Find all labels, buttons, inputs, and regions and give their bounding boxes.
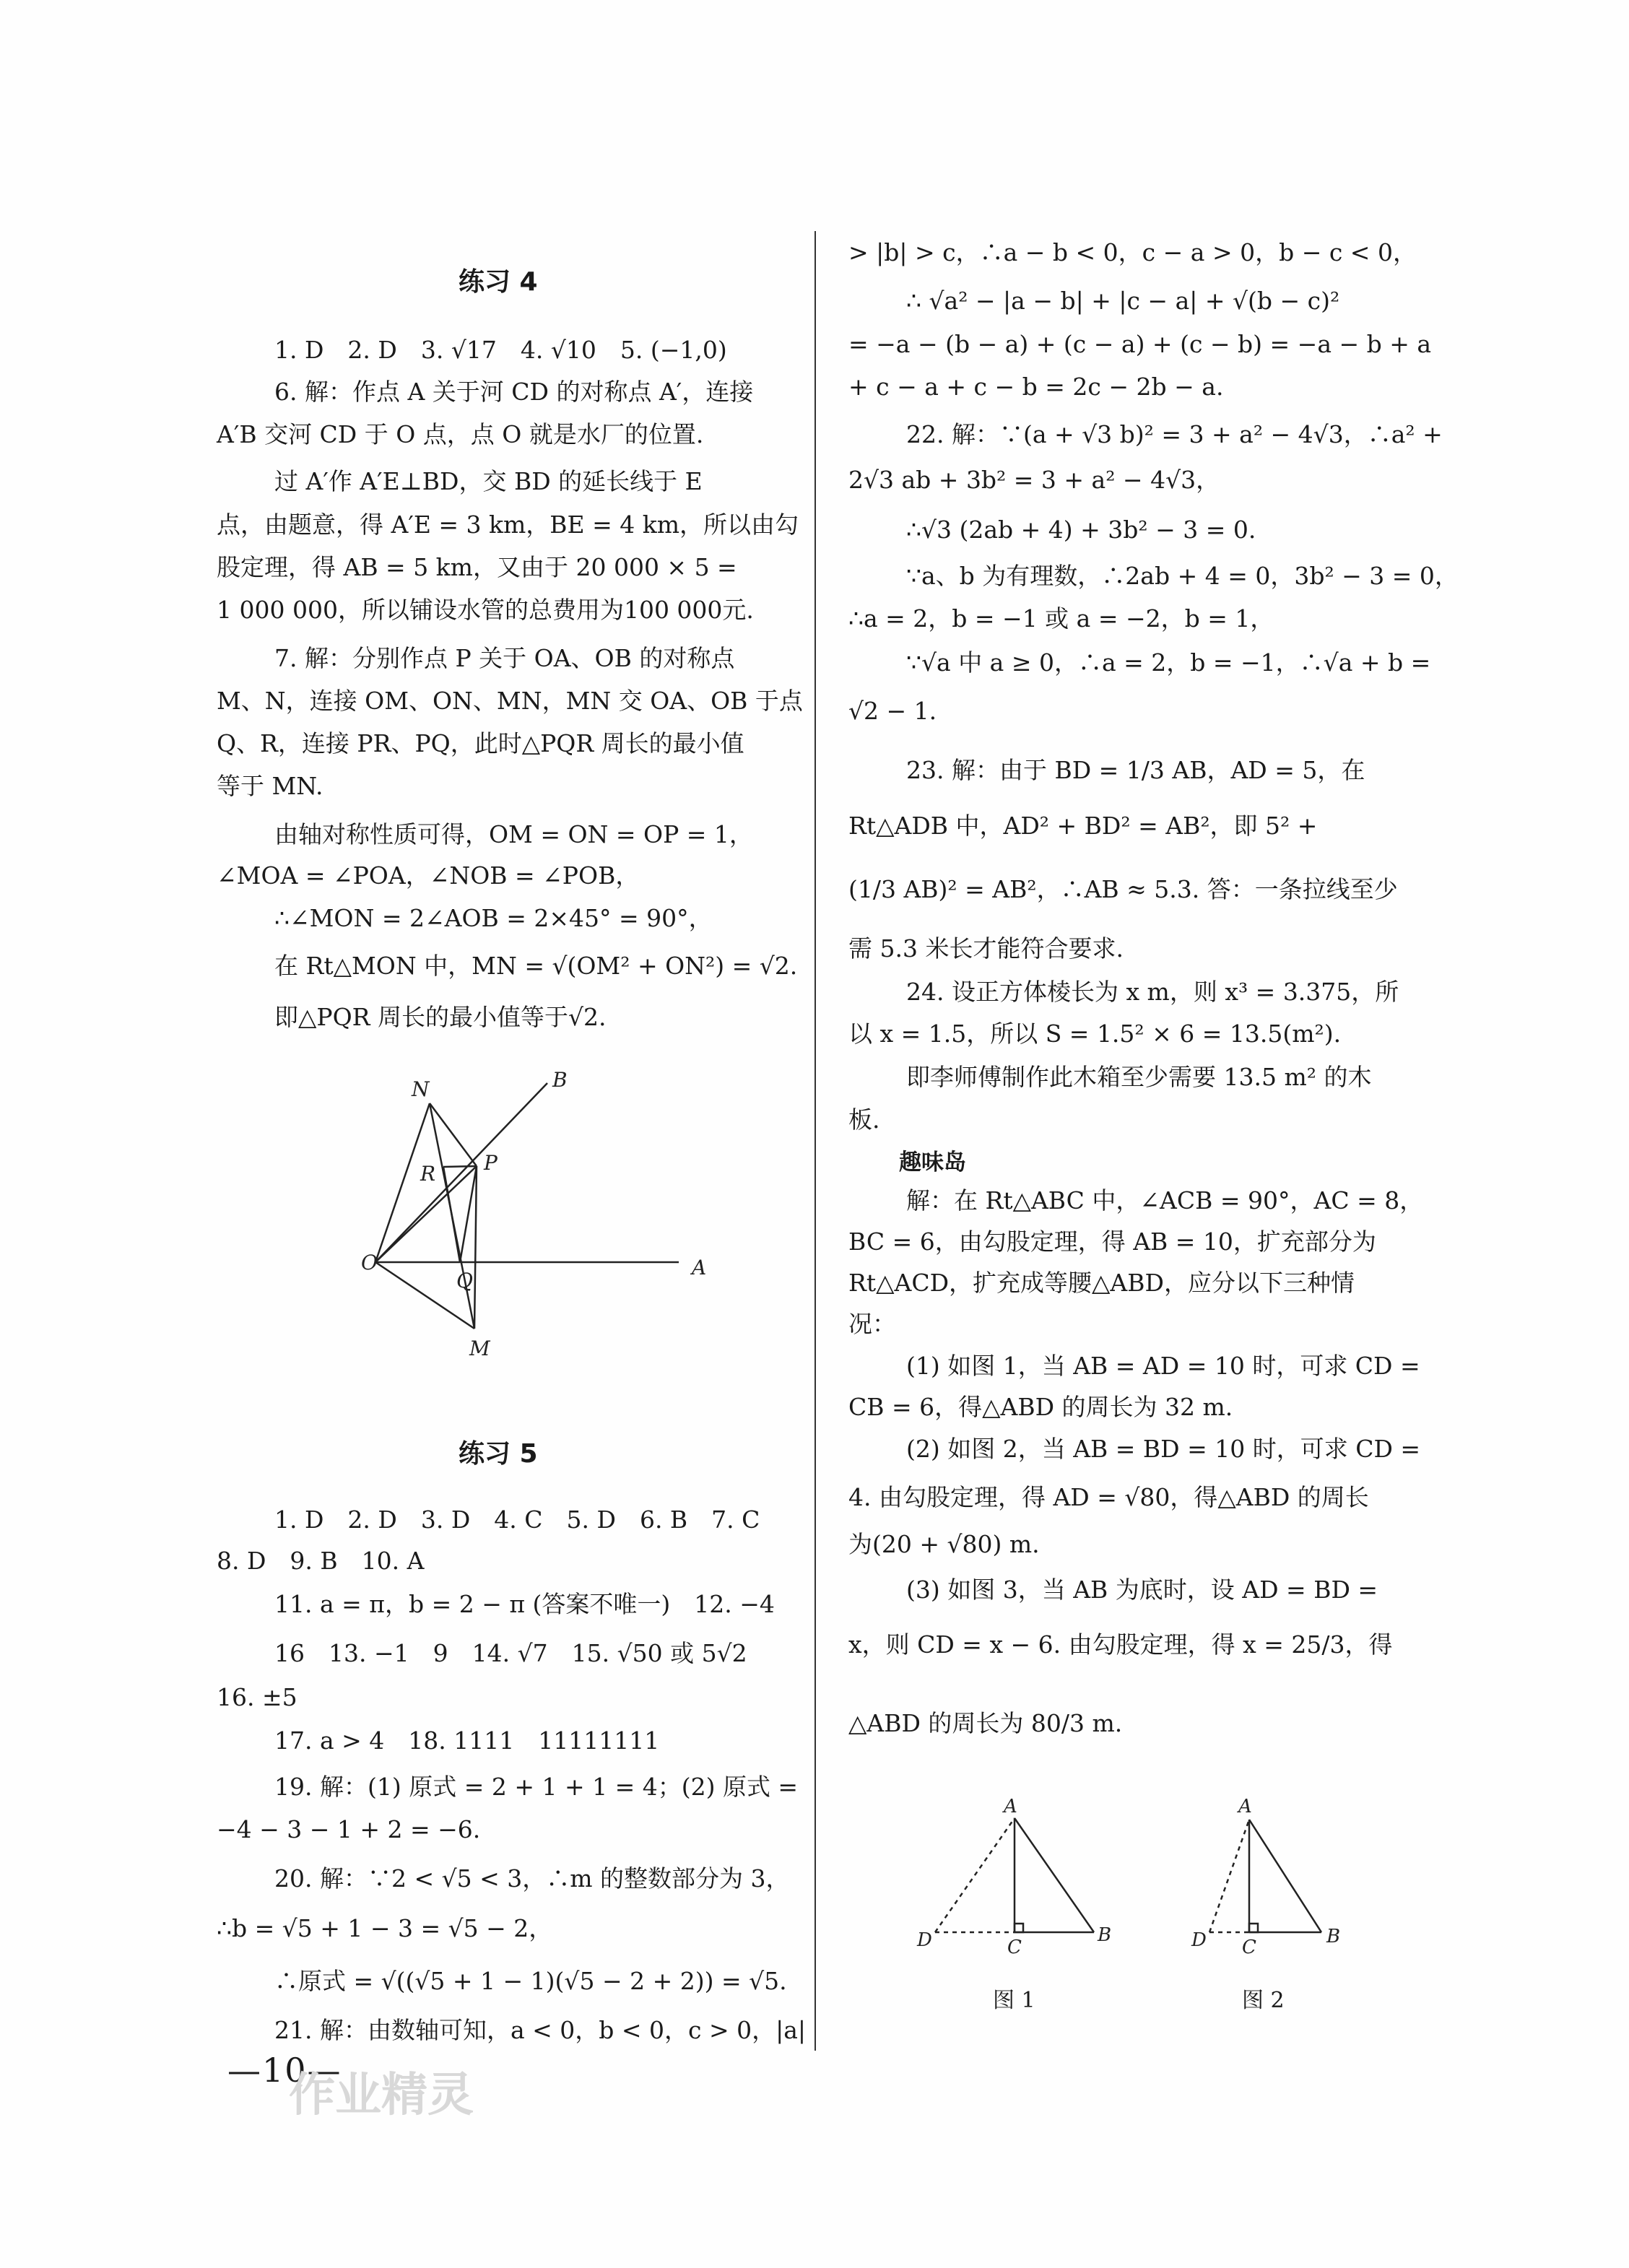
answer-line: CB = 6，得△ABD 的周长为 32 m. (848, 1393, 1233, 1421)
ray-ob (375, 1083, 547, 1262)
label-c: C (1242, 1937, 1256, 1957)
label-d: D (917, 1929, 932, 1951)
label-c: C (1007, 1937, 1022, 1957)
answer-line: Rt△ADB 中，AD² + BD² = AB²，即 5² + (848, 812, 1318, 840)
answer-line: 解：在 Rt△ABC 中，∠ACB = 90°，AC = 8， (906, 1186, 1424, 1215)
answer-line: ∴∠MON = 2∠AOB = 2×45° = 90°， (274, 904, 713, 932)
answer-line: △ABD 的周长为 80/3 m. (848, 1709, 1123, 1737)
answer-line: 17. a > 4 18. 1111 11111111 (274, 1726, 660, 1755)
answer-line: 23. 解：由于 BD = 1/3 AB，AD = 5，在 (906, 756, 1365, 784)
answer-line: (1/3 AB)² = AB²，∴AB ≈ 5.3. 答：一条拉线至少 (848, 875, 1398, 903)
answer-line: A′B 交河 CD 于 O 点，点 O 就是水厂的位置. (217, 420, 704, 448)
answer-line: 板. (848, 1105, 880, 1134)
answer-line: ∠MOA = ∠POA，∠NOB = ∠POB， (217, 861, 640, 890)
answer-line: 6. 解：作点 A 关于河 CD 的对称点 A′，连接 (274, 378, 754, 406)
segment-da (935, 1818, 1015, 1932)
answer-line: 4. 由勾股定理，得 AD = √80，得△ABD 的周长 (848, 1483, 1369, 1511)
answer-line: 16. ±5 (217, 1683, 297, 1711)
label-b: B (552, 1069, 568, 1092)
answer-line: Q、R，连接 PR、PQ，此时△PQR 周长的最小值 (217, 729, 744, 757)
right-angle-mark (1015, 1924, 1023, 1932)
answer-line: 16 13. −1 9 14. √7 15. √50 或 5√2 (274, 1639, 747, 1667)
answer-line: 以 x = 1.5，所以 S = 1.5² × 6 = 13.5(m²). (848, 1020, 1342, 1048)
segment-ab (1015, 1818, 1094, 1932)
geometry-figure-pqr (361, 1069, 722, 1372)
label-p: P (484, 1151, 498, 1175)
label-a: A (692, 1256, 707, 1279)
answer-line: 在 Rt△MON 中，MN = √(OM² + ON²) = √2. (274, 952, 798, 980)
answer-line: 况： (848, 1310, 896, 1338)
answer-line: ∴ √a² − |a − b| + |c − a| + √(b − c)² (906, 287, 1340, 315)
answer-line: √2 − 1. (848, 697, 937, 725)
answer-line: (1) 如图 1，当 AB = AD = 10 时，可求 CD = (906, 1352, 1420, 1380)
answer-line: ∴原式 = √((√5 + 1 − 1)(√5 − 2 + 2)) = √5. (274, 1967, 787, 1995)
answer-line: (3) 如图 3，当 AB 为底时，设 AD = BD = (906, 1576, 1378, 1604)
answer-line: 19. 解：(1) 原式 = 2 + 1 + 1 = 4；(2) 原式 = (274, 1773, 799, 1801)
answer-line: ∵a、b 为有理数，∴2ab + 4 = 0，3b² − 3 = 0， (906, 562, 1459, 590)
answer-line: ∴b = √5 + 1 − 3 = √5 − 2， (217, 1914, 553, 1942)
label-q: Q (456, 1269, 473, 1292)
answer-line: Rt△ACD，扩充成等腰△ABD，应分以下三种情 (848, 1269, 1355, 1297)
answer-line: 21. 解：由数轴可知，a < 0，b < 0，c > 0，|a| (274, 2016, 807, 2044)
section-title-4: 练习 4 (459, 267, 538, 297)
answer-line: = −a − (b − a) + (c − a) + (c − b) = −a − b + a (848, 330, 1432, 358)
figure-1-caption: 图 1 (993, 1988, 1035, 2013)
answer-line: ∴√3 (2ab + 4) + 3b² − 3 = 0. (906, 516, 1256, 544)
answer-line: M、N，连接 OM、ON、MN，MN 交 OA、OB 于点 (217, 687, 803, 715)
answer-line: > |b| > c，∴a − b < 0，c − a > 0，b − c < 0， (848, 238, 1417, 266)
answer-line: (2) 如图 2，当 AB = BD = 10 时，可求 CD = (906, 1435, 1421, 1463)
answer-line: 7. 解：分别作点 P 关于 OA、OB 的对称点 (274, 644, 735, 672)
answer-line: ∴a = 2，b = −1 或 a = −2，b = 1， (848, 604, 1274, 633)
segment-rq (443, 1167, 460, 1262)
section-title-5: 练习 5 (459, 1439, 538, 1469)
label-m: M (469, 1337, 490, 1360)
answer-line: BC = 6，由勾股定理，得 AB = 10，扩充部分为 (848, 1228, 1376, 1256)
answer-line: 需 5.3 米长才能符合要求. (848, 934, 1124, 963)
answer-line: 由轴对称性质可得，OM = ON = OP = 1， (274, 820, 753, 848)
answer-line: 过 A′作 A′E⊥BD，交 BD 的延长线于 E (274, 467, 703, 495)
segment-ab (1249, 1820, 1321, 1932)
answer-line: −4 − 3 − 1 + 2 = −6. (217, 1815, 481, 1843)
answer-line: 22. 解：∵(a + √3 b)² = 3 + a² − 4√3，∴a² + (906, 420, 1443, 448)
figure-2-caption: 图 2 (1242, 1988, 1285, 2013)
segment-da (1209, 1820, 1249, 1932)
answer-line: 点，由题意，得 A′E = 3 km，BE = 4 km，所以由勾 (217, 510, 799, 539)
answer-line: 11. a = π，b = 2 − π (答案不唯一) 12. −4 (274, 1590, 775, 1618)
answer-line: 2√3 ab + 3b² = 3 + a² − 4√3， (848, 466, 1220, 494)
answer-line: x，则 CD = x − 6. 由勾股定理，得 x = 25/3，得 (848, 1630, 1393, 1659)
column-divider (814, 231, 816, 2051)
figure-1 (895, 1791, 1112, 1957)
label-d: D (1191, 1929, 1207, 1951)
segment-pm (474, 1166, 477, 1329)
segment-rp (443, 1166, 477, 1167)
answer-line: 股定理，得 AB = 5 km，又由于 20 000 × 5 = (217, 553, 737, 581)
page-number: —10— (227, 2051, 342, 2090)
answer-line: + c − a + c − b = 2c − 2b − a. (848, 373, 1224, 401)
answer-line: 8. D 9. B 10. A (217, 1547, 425, 1575)
answer-line: 等于 MN. (217, 772, 323, 800)
answer-line: 为(20 + √80) m. (848, 1530, 1040, 1558)
answer-line: 1 000 000，所以铺设水管的总费用为100 000元. (217, 596, 754, 624)
answer-line: ∵√a 中 a ≥ 0，∴a = 2，b = −1，∴√a + b = (906, 648, 1431, 677)
fun-island-title: 趣味岛 (899, 1150, 966, 1176)
answer-line: 即李师傅制作此木箱至少需要 13.5 m² 的木 (906, 1063, 1372, 1091)
label-b: B (1098, 1924, 1112, 1946)
label-a: A (1004, 1796, 1017, 1817)
watermark-logo: 作业精灵 (289, 2069, 474, 2122)
label-b: B (1326, 1926, 1341, 1947)
answer-line: 1. D 2. D 3. D 4. C 5. D 6. B 7. C (274, 1506, 760, 1534)
label-o: O (361, 1251, 378, 1274)
label-n: N (412, 1077, 430, 1101)
answer-line: 20. 解：∵2 < √5 < 3，∴m 的整数部分为 3， (274, 1864, 790, 1893)
answer-line: 即△PQR 周长的最小值等于√2. (274, 1003, 607, 1031)
label-r: R (420, 1162, 436, 1186)
figure-2 (1166, 1791, 1354, 1957)
answer-line: 24. 设正方体棱长为 x m，则 x³ = 3.375，所 (906, 978, 1399, 1006)
right-angle-mark (1249, 1924, 1258, 1932)
answer-line: 1. D 2. D 3. √17 4. √10 5. (−1,0) (274, 336, 727, 364)
label-a: A (1238, 1796, 1252, 1817)
